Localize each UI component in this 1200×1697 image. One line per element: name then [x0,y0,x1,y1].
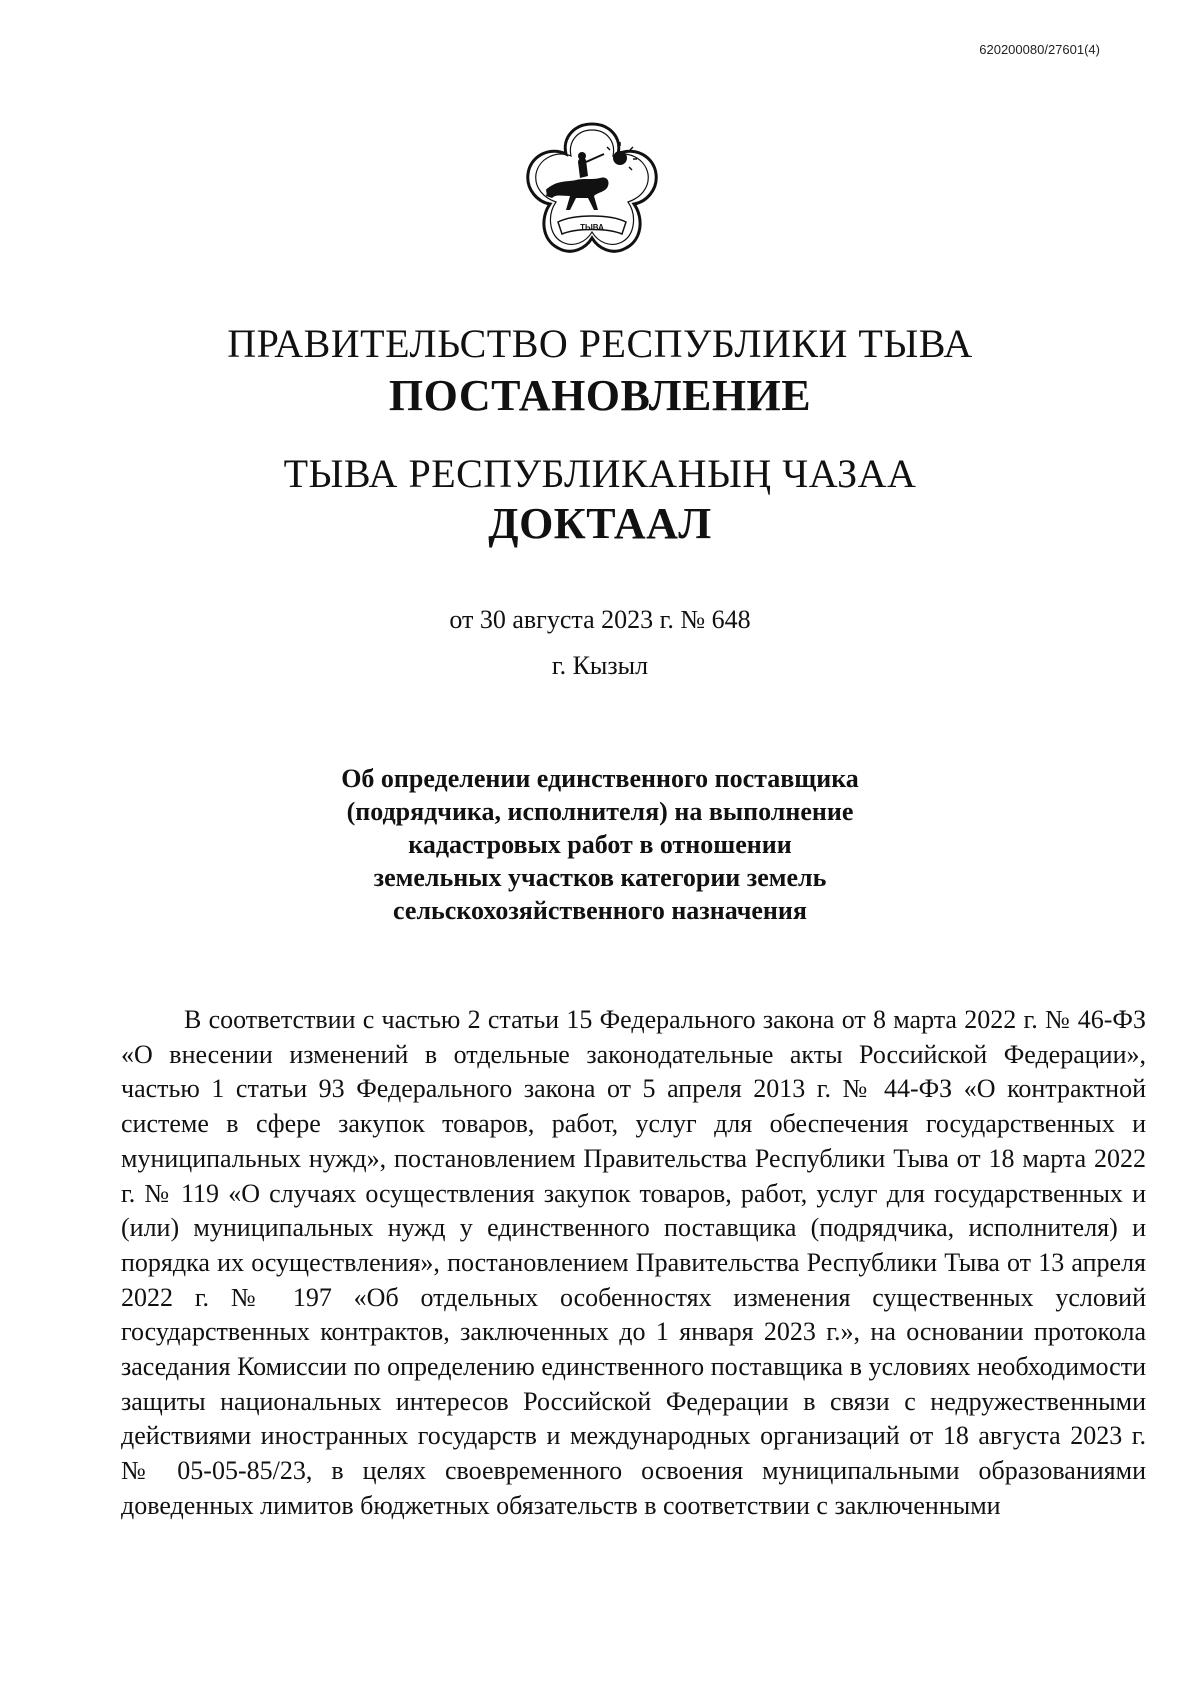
document-type-ru: ПОСТАНОВЛЕНИЕ [388,371,812,420]
document-date-number: от 30 августа 2023 г. № 648 [449,605,751,634]
subject-line: (подрядчика, исполнителя) на выполнение [346,797,854,826]
organization-tv: ТЫВА РЕСПУБЛИКАНЫҢ ЧАЗАА [283,451,917,496]
subject-line: Об определении единственного поставщика [341,764,859,793]
document-subject [0,762,1200,927]
document-type-tv: ДОКТААЛ [488,499,712,548]
body-paragraph: В соответствии с частью 2 статьи 15 Федерального закона от 8 марта 2022 г. № 46-ФЗ «О внесении изменений в отдельные законодательные акты Российской Федерации», частью 1 статьи 93 Федерального закона от 5 апреля 2013 г. № 44-ФЗ «О контрактной системе в сфере закупок товаров, работ, услуг для обеспечения государственных и муниципальных нужд», постановлением Правительства Республики Тыва от 18 марта 2022 г. № 119 «О случаях осуществления закупок товаров, работ, услуг для государственных и (или) муниципальных нужд у единственного поставщика (подрядчика, исполнителя) и порядка их осуществления», постановлением Правительства Республики Тыва от 13 апреля 2022 г. № 197 «Об отдельных особенностях изменения существенных условий государственных контрактов, заключенных до 1 января 2023 г.», на основании протокола заседания Комиссии по определению единственного поставщика в условиях необходимости защиты национальных интересов Российской Федерации в связи с недружественными действиями иностранных государств и международных организаций от 18 августа 2023 г. № 05-05-85/23, в целях своевременного освоения муниципальными образованиями доведенных лимитов бюджетных обязательств в соответствии с заключенными [121,1005,1146,1520]
subject-line: сельскохозяйственного назначения [393,896,807,925]
emblem-inscription: ТЫВА [580,223,604,232]
organization-ru: ПРАВИТЕЛЬСТВО РЕСПУБЛИКИ ТЫВА [227,321,973,366]
subject-line: кадастровых работ в отношении [408,830,792,859]
document-code: 620200080/27601(4) [979,42,1100,57]
document-city: г. Кызыл [551,651,649,680]
tuva-coat-of-arms-icon [514,118,670,274]
subject-line: земельных участков категории земель [373,863,827,892]
emblem-graphic [514,118,670,274]
